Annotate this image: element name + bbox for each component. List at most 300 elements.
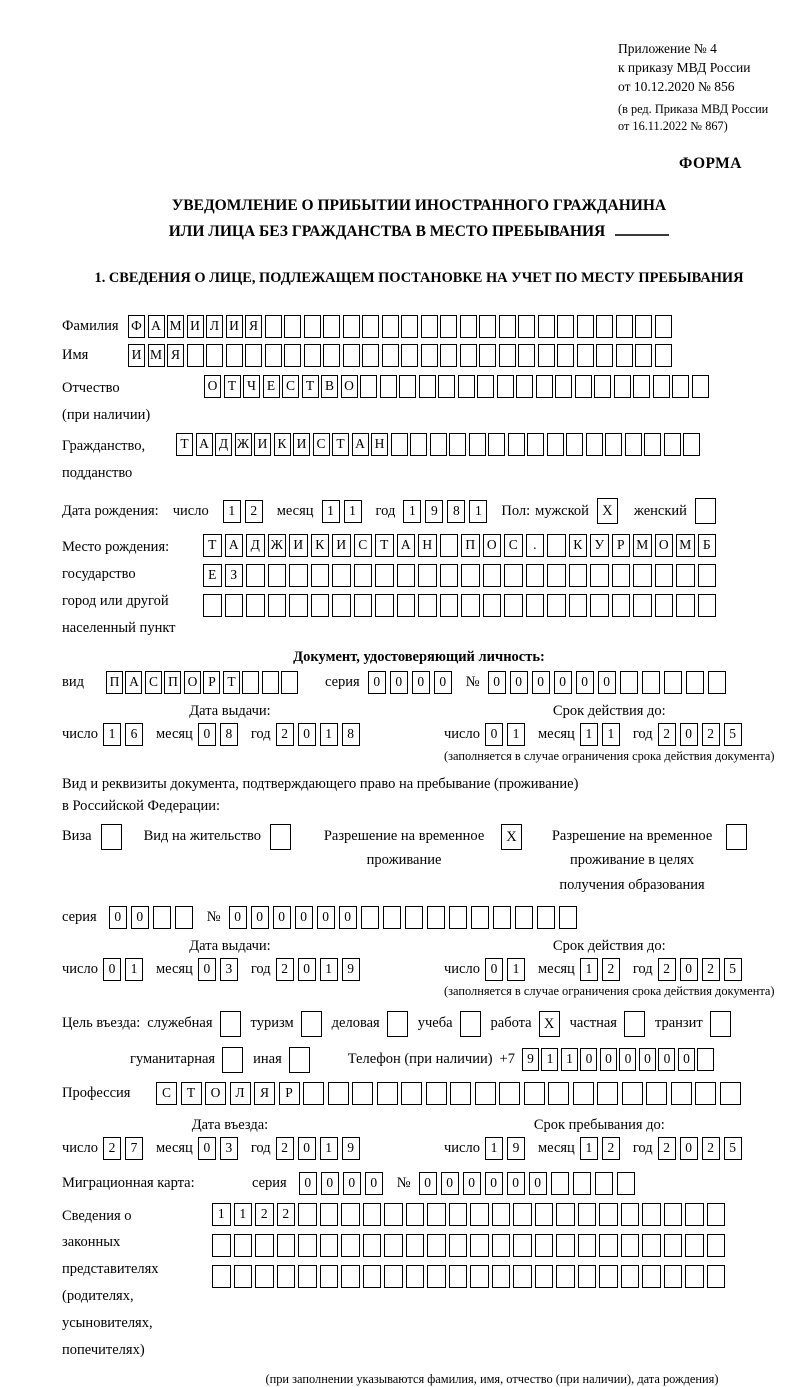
char-cell[interactable]: Т (224, 375, 241, 398)
char-cell[interactable]: 2 (276, 958, 294, 981)
char-cell[interactable] (328, 1082, 349, 1105)
char-cell[interactable]: 1 (125, 958, 143, 981)
char-cell[interactable]: И (293, 433, 310, 456)
char-cell[interactable] (449, 1265, 468, 1288)
char-cell[interactable]: 8 (342, 723, 360, 746)
char-cell[interactable] (255, 1265, 274, 1288)
char-cell[interactable]: У (590, 534, 609, 557)
char-cell[interactable]: С (145, 671, 162, 694)
char-cell[interactable] (536, 375, 553, 398)
char-cell[interactable] (406, 1265, 425, 1288)
char-cell[interactable] (707, 1265, 726, 1288)
char-cell[interactable]: Р (612, 534, 631, 557)
char-cell[interactable] (599, 1265, 618, 1288)
char-cell[interactable]: Т (223, 671, 240, 694)
char-cell[interactable]: 0 (507, 1172, 525, 1195)
char-cell[interactable]: 5 (724, 723, 742, 746)
char-cell[interactable]: О (483, 534, 502, 557)
char-cell[interactable]: 1 (541, 1048, 558, 1071)
char-cell[interactable] (289, 594, 308, 617)
char-cell[interactable] (708, 671, 726, 694)
char-cell[interactable]: 0 (103, 958, 121, 981)
char-cell[interactable]: 0 (321, 1172, 339, 1195)
char-cell[interactable] (707, 1234, 726, 1257)
char-cell[interactable]: Л (206, 315, 223, 338)
char-cell[interactable]: Т (203, 534, 222, 557)
char-cell[interactable] (277, 1265, 296, 1288)
char-cell[interactable] (341, 1203, 360, 1226)
purpose-tourism-checkbox[interactable] (301, 1011, 322, 1037)
char-cell[interactable]: 0 (619, 1048, 636, 1071)
char-cell[interactable]: Р (279, 1082, 300, 1105)
char-cell[interactable]: 0 (600, 1048, 617, 1071)
char-cell[interactable] (268, 564, 287, 587)
char-cell[interactable] (298, 1203, 317, 1226)
char-cell[interactable] (573, 1172, 591, 1195)
char-cell[interactable] (556, 1265, 575, 1288)
char-cell[interactable] (642, 1203, 661, 1226)
char-cell[interactable]: 3 (220, 958, 238, 981)
char-cell[interactable]: 1 (469, 500, 487, 523)
char-cell[interactable]: 3 (220, 1137, 238, 1160)
char-cell[interactable] (440, 315, 457, 338)
char-cell[interactable]: 0 (532, 671, 550, 694)
char-cell[interactable] (277, 1234, 296, 1257)
char-cell[interactable]: П (106, 671, 123, 694)
char-cell[interactable] (605, 433, 622, 456)
char-cell[interactable] (246, 594, 265, 617)
char-cell[interactable] (499, 315, 516, 338)
char-cell[interactable] (363, 1234, 382, 1257)
char-cell[interactable]: 0 (109, 906, 127, 929)
char-cell[interactable] (685, 1203, 704, 1226)
char-cell[interactable] (621, 1265, 640, 1288)
char-cell[interactable] (578, 1234, 597, 1257)
char-cell[interactable]: Л (230, 1082, 251, 1105)
char-cell[interactable] (479, 344, 496, 367)
char-cell[interactable]: Д (215, 433, 232, 456)
char-cell[interactable]: 2 (602, 1137, 620, 1160)
char-cell[interactable] (508, 433, 525, 456)
char-cell[interactable]: М (148, 344, 165, 367)
char-cell[interactable] (323, 315, 340, 338)
char-cell[interactable] (397, 594, 416, 617)
char-cell[interactable]: Т (176, 433, 193, 456)
char-cell[interactable] (234, 1265, 253, 1288)
char-cell[interactable] (471, 906, 489, 929)
char-cell[interactable] (590, 564, 609, 587)
char-cell[interactable] (685, 1265, 704, 1288)
char-cell[interactable] (311, 594, 330, 617)
char-cell[interactable] (569, 564, 588, 587)
char-cell[interactable]: О (655, 534, 674, 557)
char-cell[interactable]: 1 (103, 723, 121, 746)
char-cell[interactable]: 2 (658, 958, 676, 981)
char-cell[interactable] (427, 1203, 446, 1226)
char-cell[interactable]: 0 (580, 1048, 597, 1071)
char-cell[interactable]: П (164, 671, 181, 694)
char-cell[interactable]: 9 (522, 1048, 539, 1071)
char-cell[interactable]: 0 (343, 1172, 361, 1195)
char-cell[interactable] (483, 564, 502, 587)
char-cell[interactable] (547, 594, 566, 617)
char-cell[interactable] (655, 594, 674, 617)
char-cell[interactable] (676, 564, 695, 587)
char-cell[interactable]: Т (375, 534, 394, 557)
char-cell[interactable] (440, 564, 459, 587)
char-cell[interactable] (555, 375, 572, 398)
char-cell[interactable] (311, 564, 330, 587)
char-cell[interactable]: К (569, 534, 588, 557)
char-cell[interactable] (226, 344, 243, 367)
char-cell[interactable]: 1 (580, 958, 598, 981)
char-cell[interactable]: 1 (485, 1137, 503, 1160)
char-cell[interactable] (440, 534, 459, 557)
char-cell[interactable]: С (504, 534, 523, 557)
char-cell[interactable]: 1 (580, 723, 598, 746)
purpose-other-checkbox[interactable] (289, 1047, 310, 1073)
char-cell[interactable] (569, 594, 588, 617)
char-cell[interactable] (304, 344, 321, 367)
char-cell[interactable] (557, 315, 574, 338)
char-cell[interactable] (556, 1234, 575, 1257)
char-cell[interactable]: С (156, 1082, 177, 1105)
char-cell[interactable]: Р (203, 671, 220, 694)
char-cell[interactable]: 0 (488, 671, 506, 694)
char-cell[interactable]: Н (371, 433, 388, 456)
char-cell[interactable] (683, 433, 700, 456)
char-cell[interactable]: 0 (658, 1048, 675, 1071)
char-cell[interactable] (426, 1082, 447, 1105)
char-cell[interactable]: И (289, 534, 308, 557)
char-cell[interactable] (399, 375, 416, 398)
char-cell[interactable]: 1 (602, 723, 620, 746)
char-cell[interactable]: 9 (342, 1137, 360, 1160)
char-cell[interactable]: 0 (298, 1137, 316, 1160)
char-cell[interactable] (707, 1203, 726, 1226)
char-cell[interactable] (575, 375, 592, 398)
char-cell[interactable] (586, 433, 603, 456)
char-cell[interactable] (382, 344, 399, 367)
char-cell[interactable]: 2 (276, 1137, 294, 1160)
char-cell[interactable] (470, 1203, 489, 1226)
char-cell[interactable] (642, 1234, 661, 1257)
purpose-private-checkbox[interactable] (624, 1011, 645, 1037)
visa-checkbox[interactable] (101, 824, 122, 850)
char-cell[interactable]: 0 (485, 723, 503, 746)
char-cell[interactable]: 0 (510, 671, 528, 694)
char-cell[interactable]: 8 (447, 500, 465, 523)
char-cell[interactable] (655, 315, 672, 338)
char-cell[interactable] (513, 1265, 532, 1288)
char-cell[interactable]: 0 (680, 958, 698, 981)
char-cell[interactable] (612, 594, 631, 617)
char-cell[interactable] (449, 1234, 468, 1257)
char-cell[interactable] (450, 1082, 471, 1105)
char-cell[interactable]: 0 (298, 958, 316, 981)
char-cell[interactable] (516, 375, 533, 398)
char-cell[interactable] (621, 1234, 640, 1257)
char-cell[interactable]: Е (203, 564, 222, 587)
char-cell[interactable]: И (332, 534, 351, 557)
char-cell[interactable] (427, 906, 445, 929)
char-cell[interactable]: Б (698, 534, 717, 557)
char-cell[interactable] (320, 1265, 339, 1288)
char-cell[interactable] (212, 1265, 231, 1288)
char-cell[interactable]: 0 (198, 958, 216, 981)
char-cell[interactable] (538, 344, 555, 367)
char-cell[interactable] (676, 594, 695, 617)
char-cell[interactable]: Т (302, 375, 319, 398)
char-cell[interactable]: 0 (463, 1172, 481, 1195)
char-cell[interactable]: 1 (223, 500, 241, 523)
char-cell[interactable]: 0 (441, 1172, 459, 1195)
char-cell[interactable]: 0 (339, 906, 357, 929)
char-cell[interactable] (595, 1172, 613, 1195)
char-cell[interactable]: Ф (128, 315, 145, 338)
char-cell[interactable]: 0 (680, 1137, 698, 1160)
char-cell[interactable]: О (205, 1082, 226, 1105)
char-cell[interactable] (617, 1172, 635, 1195)
char-cell[interactable] (206, 344, 223, 367)
char-cell[interactable] (527, 433, 544, 456)
char-cell[interactable]: Я (167, 344, 184, 367)
char-cell[interactable] (298, 1265, 317, 1288)
residence-permit-checkbox[interactable] (270, 824, 291, 850)
char-cell[interactable] (262, 671, 279, 694)
char-cell[interactable]: 0 (390, 671, 408, 694)
char-cell[interactable] (646, 1082, 667, 1105)
char-cell[interactable]: 2 (702, 1137, 720, 1160)
char-cell[interactable] (535, 1203, 554, 1226)
char-cell[interactable]: А (397, 534, 416, 557)
char-cell[interactable] (653, 375, 670, 398)
char-cell[interactable] (418, 564, 437, 587)
char-cell[interactable]: А (225, 534, 244, 557)
char-cell[interactable] (406, 1203, 425, 1226)
char-cell[interactable] (535, 1234, 554, 1257)
char-cell[interactable] (418, 594, 437, 617)
char-cell[interactable] (573, 1082, 594, 1105)
char-cell[interactable] (642, 1265, 661, 1288)
char-cell[interactable] (513, 1203, 532, 1226)
char-cell[interactable]: 0 (317, 906, 335, 929)
char-cell[interactable] (599, 1234, 618, 1257)
char-cell[interactable] (212, 1234, 231, 1257)
char-cell[interactable] (488, 433, 505, 456)
char-cell[interactable] (664, 671, 682, 694)
char-cell[interactable] (187, 344, 204, 367)
char-cell[interactable]: 0 (598, 671, 616, 694)
char-cell[interactable]: 0 (529, 1172, 547, 1195)
char-cell[interactable]: 0 (419, 1172, 437, 1195)
temp-residence-education-checkbox[interactable] (726, 824, 747, 850)
char-cell[interactable] (664, 1234, 683, 1257)
char-cell[interactable] (449, 906, 467, 929)
char-cell[interactable]: 2 (702, 958, 720, 981)
char-cell[interactable]: Ж (268, 534, 287, 557)
char-cell[interactable]: А (148, 315, 165, 338)
char-cell[interactable]: 2 (658, 723, 676, 746)
char-cell[interactable] (578, 1265, 597, 1288)
char-cell[interactable] (461, 594, 480, 617)
char-cell[interactable] (397, 564, 416, 587)
char-cell[interactable]: И (254, 433, 271, 456)
char-cell[interactable] (352, 1082, 373, 1105)
char-cell[interactable]: А (125, 671, 142, 694)
char-cell[interactable] (597, 1082, 618, 1105)
char-cell[interactable] (625, 433, 642, 456)
char-cell[interactable] (577, 315, 594, 338)
char-cell[interactable] (635, 344, 652, 367)
char-cell[interactable] (430, 433, 447, 456)
char-cell[interactable]: 1 (507, 723, 525, 746)
char-cell[interactable] (153, 906, 171, 929)
char-cell[interactable] (692, 375, 709, 398)
char-cell[interactable] (548, 1082, 569, 1105)
char-cell[interactable] (320, 1234, 339, 1257)
char-cell[interactable] (380, 375, 397, 398)
char-cell[interactable] (421, 344, 438, 367)
char-cell[interactable] (616, 315, 633, 338)
char-cell[interactable] (461, 564, 480, 587)
char-cell[interactable] (635, 315, 652, 338)
char-cell[interactable] (245, 344, 262, 367)
char-cell[interactable]: 1 (322, 500, 340, 523)
char-cell[interactable] (698, 594, 717, 617)
char-cell[interactable] (410, 433, 427, 456)
char-cell[interactable] (698, 564, 717, 587)
char-cell[interactable] (268, 594, 287, 617)
char-cell[interactable] (384, 1234, 403, 1257)
char-cell[interactable]: 1 (320, 723, 338, 746)
char-cell[interactable]: О (341, 375, 358, 398)
char-cell[interactable]: Д (246, 534, 265, 557)
char-cell[interactable]: 5 (724, 1137, 742, 1160)
purpose-transit-checkbox[interactable] (710, 1011, 731, 1037)
char-cell[interactable] (599, 1203, 618, 1226)
char-cell[interactable]: Е (263, 375, 280, 398)
char-cell[interactable]: 9 (342, 958, 360, 981)
char-cell[interactable] (483, 594, 502, 617)
char-cell[interactable] (363, 1203, 382, 1226)
char-cell[interactable]: 8 (220, 723, 238, 746)
char-cell[interactable]: 9 (507, 1137, 525, 1160)
char-cell[interactable]: 2 (658, 1137, 676, 1160)
char-cell[interactable] (596, 344, 613, 367)
char-cell[interactable] (203, 594, 222, 617)
char-cell[interactable]: С (313, 433, 330, 456)
char-cell[interactable]: 0 (368, 671, 386, 694)
char-cell[interactable] (242, 671, 259, 694)
char-cell[interactable] (492, 1203, 511, 1226)
char-cell[interactable] (470, 1234, 489, 1257)
char-cell[interactable] (664, 1203, 683, 1226)
char-cell[interactable]: В (321, 375, 338, 398)
char-cell[interactable]: 0 (485, 1172, 503, 1195)
char-cell[interactable]: 1 (561, 1048, 578, 1071)
char-cell[interactable]: 2 (245, 500, 263, 523)
char-cell[interactable] (460, 315, 477, 338)
char-cell[interactable] (382, 315, 399, 338)
char-cell[interactable] (594, 375, 611, 398)
char-cell[interactable] (440, 344, 457, 367)
char-cell[interactable]: 6 (125, 723, 143, 746)
char-cell[interactable] (460, 344, 477, 367)
char-cell[interactable]: 1 (507, 958, 525, 981)
char-cell[interactable] (363, 1265, 382, 1288)
char-cell[interactable] (401, 344, 418, 367)
char-cell[interactable]: 0 (273, 906, 291, 929)
char-cell[interactable] (438, 375, 455, 398)
char-cell[interactable]: 0 (295, 906, 313, 929)
char-cell[interactable] (343, 344, 360, 367)
char-cell[interactable] (557, 344, 574, 367)
char-cell[interactable] (354, 594, 373, 617)
char-cell[interactable] (375, 594, 394, 617)
char-cell[interactable] (246, 564, 265, 587)
char-cell[interactable] (332, 594, 351, 617)
char-cell[interactable]: 2 (276, 723, 294, 746)
char-cell[interactable] (672, 375, 689, 398)
char-cell[interactable]: К (311, 534, 330, 557)
char-cell[interactable] (526, 564, 545, 587)
char-cell[interactable] (265, 315, 282, 338)
char-cell[interactable]: 0 (485, 958, 503, 981)
char-cell[interactable]: 0 (639, 1048, 656, 1071)
char-cell[interactable] (537, 906, 555, 929)
char-cell[interactable] (375, 564, 394, 587)
purpose-study-checkbox[interactable] (460, 1011, 481, 1037)
char-cell[interactable]: 1 (320, 958, 338, 981)
char-cell[interactable] (401, 1082, 422, 1105)
char-cell[interactable]: О (204, 375, 221, 398)
char-cell[interactable] (265, 344, 282, 367)
char-cell[interactable] (406, 1234, 425, 1257)
char-cell[interactable] (547, 564, 566, 587)
char-cell[interactable]: 2 (602, 958, 620, 981)
char-cell[interactable] (644, 433, 661, 456)
char-cell[interactable] (440, 594, 459, 617)
char-cell[interactable] (655, 344, 672, 367)
char-cell[interactable] (499, 344, 516, 367)
char-cell[interactable]: 0 (678, 1048, 695, 1071)
purpose-business-checkbox[interactable] (387, 1011, 408, 1037)
char-cell[interactable]: 0 (298, 723, 316, 746)
char-cell[interactable]: М (676, 534, 695, 557)
char-cell[interactable]: М (633, 534, 652, 557)
char-cell[interactable]: А (196, 433, 213, 456)
char-cell[interactable] (616, 344, 633, 367)
char-cell[interactable] (556, 1203, 575, 1226)
char-cell[interactable] (289, 564, 308, 587)
char-cell[interactable]: 0 (198, 1137, 216, 1160)
char-cell[interactable] (504, 564, 523, 587)
char-cell[interactable] (427, 1265, 446, 1288)
char-cell[interactable]: 7 (125, 1137, 143, 1160)
char-cell[interactable]: М (167, 315, 184, 338)
char-cell[interactable] (577, 344, 594, 367)
char-cell[interactable] (354, 564, 373, 587)
char-cell[interactable] (551, 1172, 569, 1195)
char-cell[interactable] (621, 1203, 640, 1226)
char-cell[interactable] (526, 594, 545, 617)
char-cell[interactable] (255, 1234, 274, 1257)
char-cell[interactable] (685, 1234, 704, 1257)
char-cell[interactable] (493, 906, 511, 929)
char-cell[interactable] (497, 375, 514, 398)
char-cell[interactable] (401, 315, 418, 338)
